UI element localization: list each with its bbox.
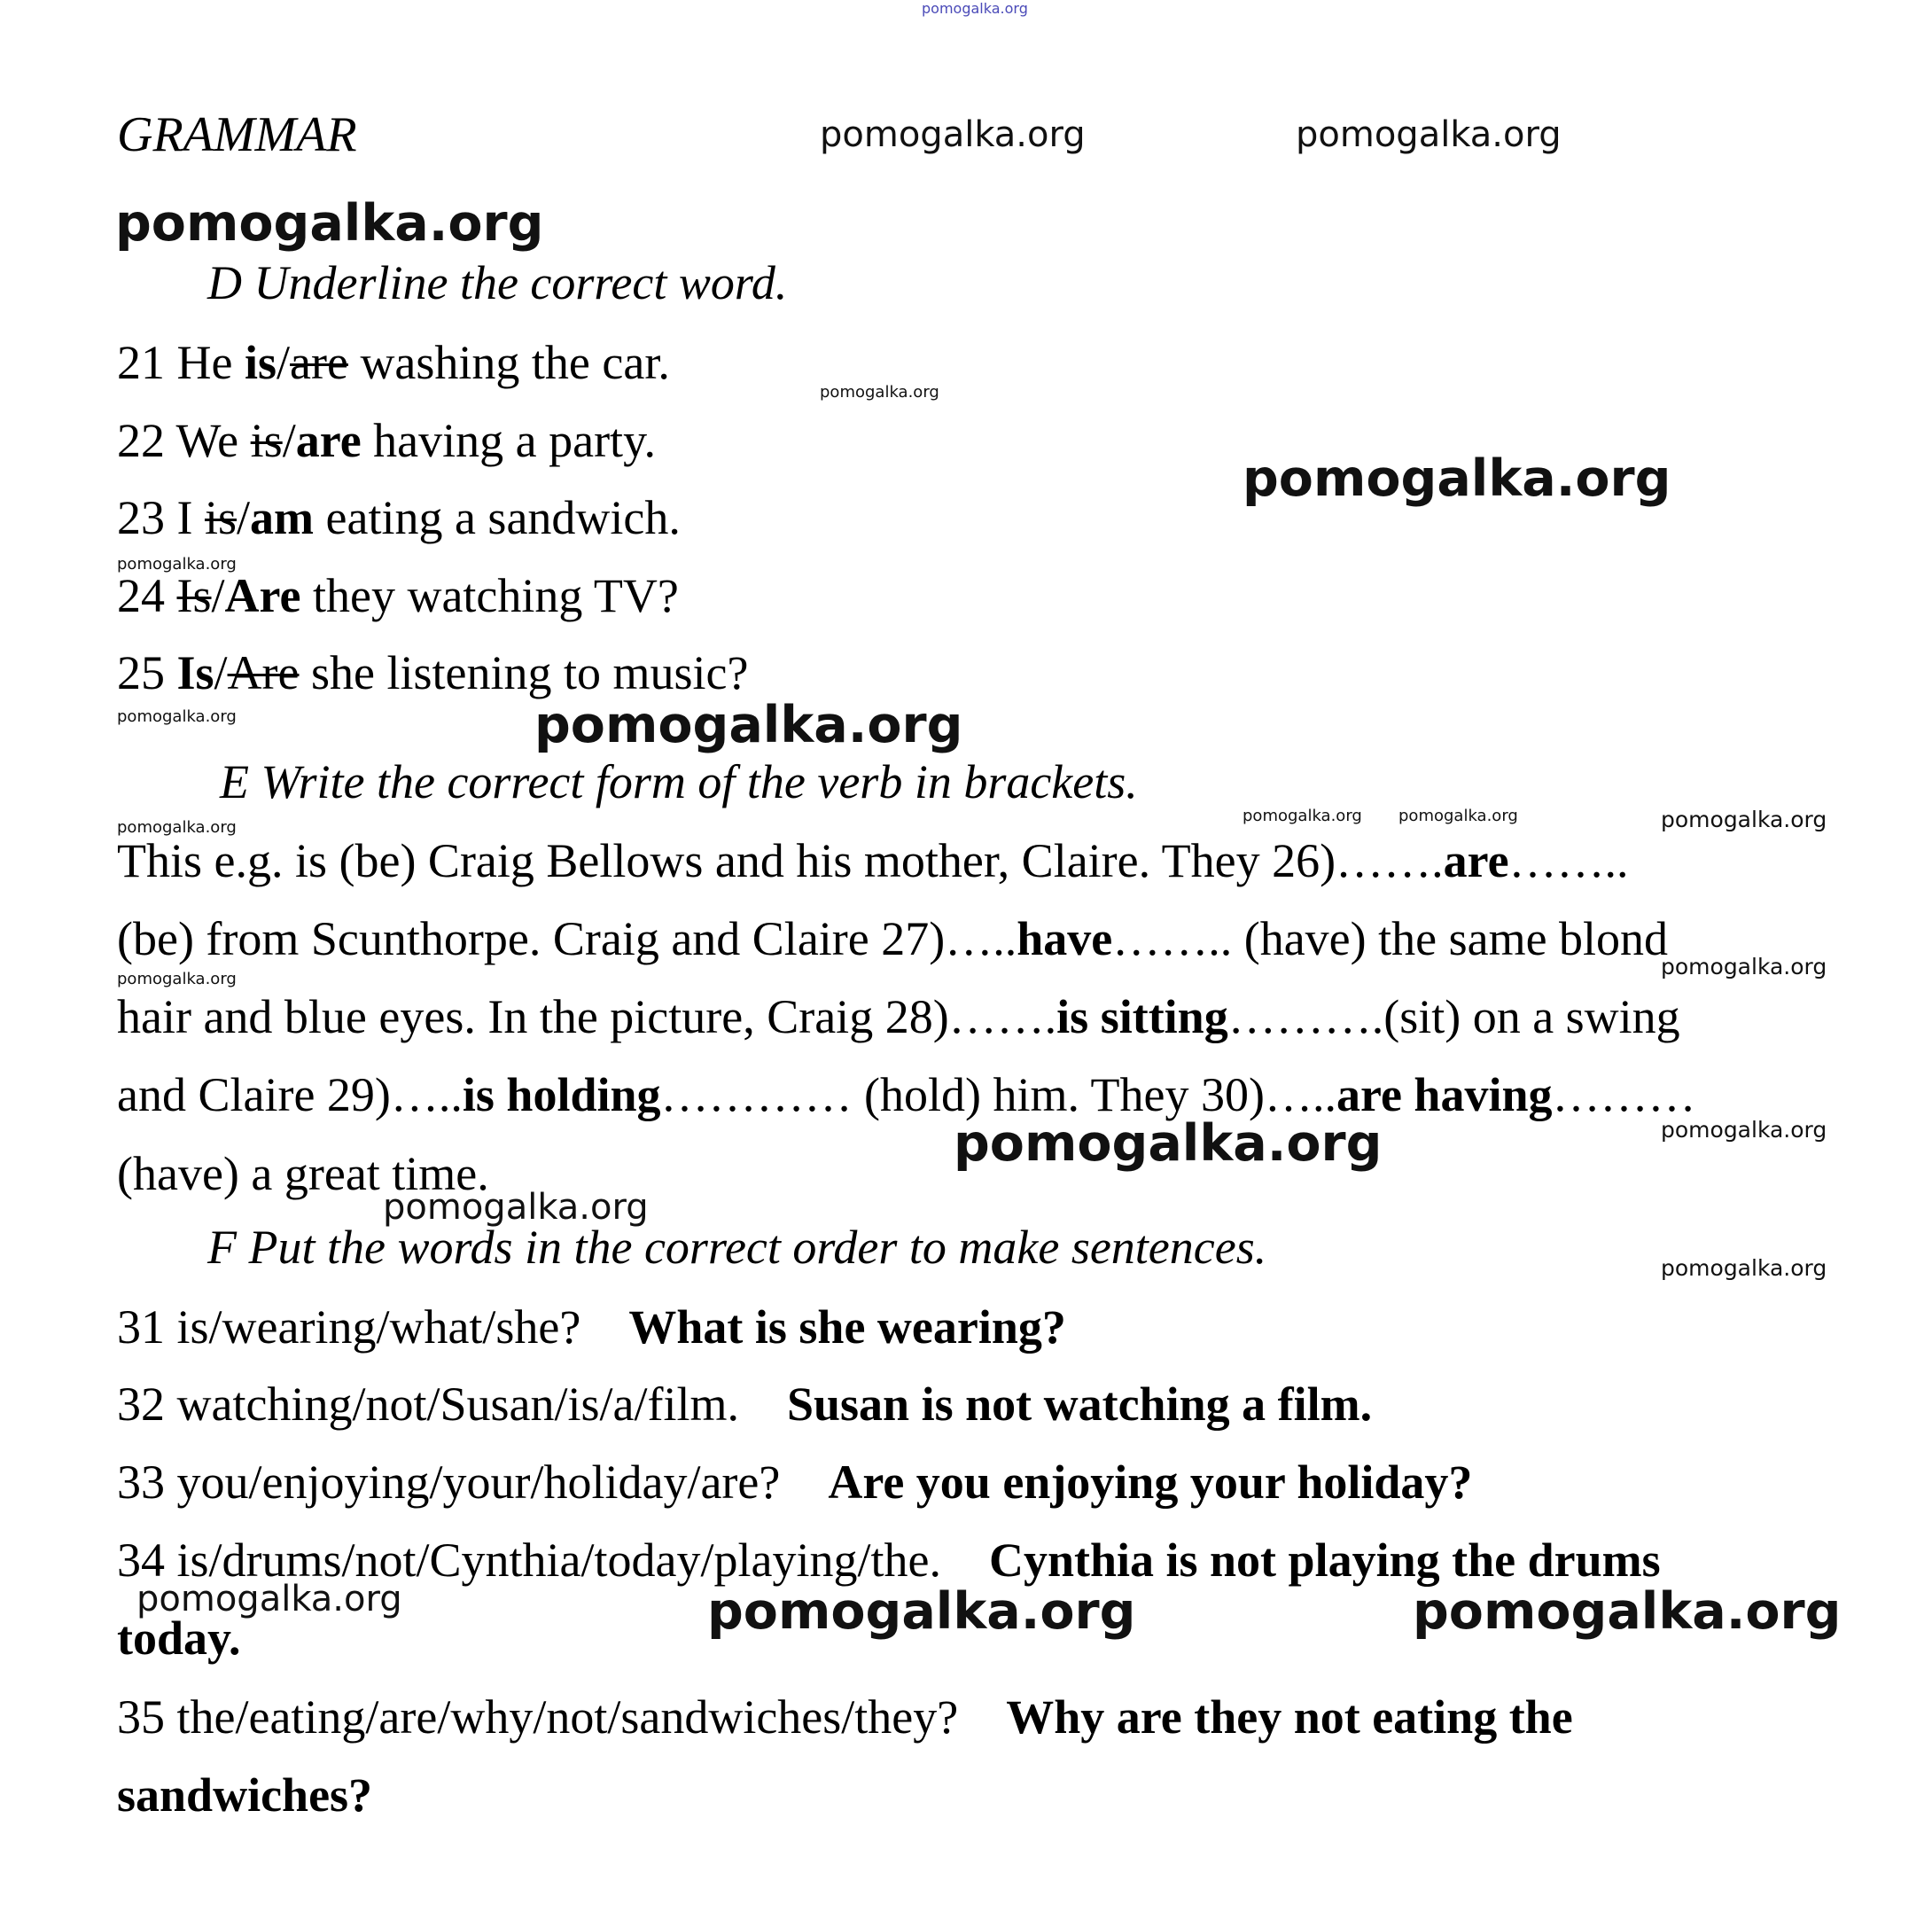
watermark: pomogalka.org — [1661, 807, 1827, 832]
section-e-heading: E Write the correct form of the verb in brackets. — [220, 755, 1138, 808]
scrambled-prompt: 34 is/drums/not/Cynthia/today/playing/the. — [117, 1534, 941, 1587]
watermark: pomogalka.org — [922, 0, 1028, 17]
paragraph-text: and Claire 29)….. — [117, 1068, 463, 1121]
item-number: 25 — [117, 646, 165, 699]
reorder-item — [117, 1534, 1661, 1587]
paragraph-text: hair and blue eyes. In the picture, Craig 28)……. — [117, 990, 1057, 1043]
watermark: pomogalka.org — [820, 383, 939, 402]
watermark: pomogalka.org — [117, 555, 237, 574]
item-rest: she listening to music? — [311, 646, 749, 699]
item-prefix: We — [175, 414, 239, 467]
paragraph-text: ……… — [1552, 1068, 1696, 1121]
exercise-item: 25 Is/Are she listening to music? — [117, 646, 749, 699]
paragraph-text: ………… (hold) him. They 30)….. — [660, 1068, 1336, 1121]
watermark: pomogalka.org — [707, 1582, 1136, 1641]
answer-sentence: Why are they not eating the — [1006, 1690, 1573, 1744]
answer-sentence: Susan is not watching a film. — [786, 1377, 1373, 1431]
reorder-item — [117, 1455, 1473, 1509]
chosen-word: am — [250, 491, 315, 544]
chosen-word: are — [295, 414, 362, 467]
paragraph-text: ……….(sit) on a swing — [1227, 990, 1680, 1043]
watermark: pomogalka.org — [115, 194, 544, 253]
answer-sentence-end: sandwiches? — [117, 1768, 373, 1822]
watermark: pomogalka.org — [1296, 114, 1562, 155]
chosen-word: is — [244, 336, 277, 389]
watermark: pomogalka.org — [954, 1114, 1383, 1173]
paragraph-text: …….. — [1508, 834, 1629, 887]
scrambled-prompt: 32 watching/not/Susan/is/a/film. — [117, 1377, 739, 1431]
chosen-word: Is — [176, 646, 214, 699]
exercise-item: 21 He is/are washing the car. — [117, 336, 670, 389]
item-rest: washing the car. — [360, 336, 670, 389]
scrambled-prompt: 31 is/wearing/what/she? — [117, 1300, 581, 1354]
page-title: GRAMMAR — [117, 107, 357, 162]
watermark: pomogalka.org — [117, 707, 237, 726]
answer-verb: is sitting — [1056, 990, 1228, 1043]
reorder-item — [117, 1377, 1373, 1431]
watermark: pomogalka.org — [1661, 1255, 1827, 1281]
answer-verb: are — [1443, 834, 1509, 887]
answer-sentence: Cynthia is not playing the drums — [988, 1534, 1661, 1587]
watermark: pomogalka.org — [117, 818, 237, 837]
watermark: pomogalka.org — [534, 696, 963, 754]
item-prefix: I — [176, 491, 193, 544]
crossed-word: is — [250, 414, 283, 467]
watermark: pomogalka.org — [1243, 449, 1671, 508]
watermark: pomogalka.org — [820, 114, 1086, 155]
watermark: pomogalka.org — [136, 1579, 402, 1619]
watermark: pomogalka.org — [1413, 1582, 1842, 1641]
watermark: pomogalka.org — [117, 970, 237, 988]
crossed-word: are — [290, 336, 348, 389]
paragraph-text: (have) a great time. — [117, 1147, 489, 1200]
answer-sentence-end: today. — [117, 1612, 241, 1665]
paragraph-text: (be) from Scunthorpe. Craig and Claire 27)….. — [117, 912, 1017, 965]
crossed-word: Are — [227, 646, 300, 699]
answer-verb: have — [1017, 912, 1113, 965]
answer-continuation — [117, 1612, 241, 1665]
paragraph-line — [117, 1068, 1696, 1121]
watermark: pomogalka.org — [1661, 1117, 1827, 1143]
crossed-word: is — [204, 491, 238, 544]
crossed-word: Is — [176, 569, 212, 622]
watermark: pomogalka.org — [1398, 807, 1518, 825]
item-rest: having a party. — [373, 414, 657, 467]
answer-sentence: Are you enjoying your holiday? — [828, 1455, 1473, 1509]
section-d-heading: D Underline the correct word. — [207, 256, 788, 309]
item-rest: they watching TV? — [312, 569, 679, 622]
scrambled-prompt: 33 you/enjoying/your/holiday/are? — [117, 1455, 781, 1509]
answer-continuation — [117, 1768, 373, 1822]
paragraph-line — [117, 912, 1669, 965]
answer-sentence: What is she wearing? — [628, 1300, 1066, 1354]
section-f-heading: F Put the words in the correct order to make sentences. — [207, 1221, 1267, 1274]
watermark: pomogalka.org — [1661, 954, 1827, 979]
exercise-item: 24 Is/Are they watching TV? — [117, 569, 679, 622]
chosen-word: Are — [224, 569, 301, 622]
paragraph-text: …….. (have) the same blond — [1112, 912, 1669, 965]
watermark: pomogalka.org — [383, 1187, 649, 1228]
item-rest: eating a sandwich. — [325, 491, 681, 544]
reorder-item — [117, 1690, 1573, 1744]
item-number: 22 — [117, 414, 165, 467]
exercise-item: 22 We is/are having a party. — [117, 414, 657, 467]
item-prefix: He — [176, 336, 233, 389]
answer-verb: is holding — [462, 1068, 661, 1121]
watermark: pomogalka.org — [1243, 807, 1362, 825]
item-number: 21 — [117, 336, 165, 389]
item-number: 23 — [117, 491, 165, 544]
paragraph-text: This e.g. is (be) Craig Bellows and his mother, Claire. They 26)……. — [117, 834, 1444, 887]
scrambled-prompt: 35 the/eating/are/why/not/sandwiches/they? — [117, 1690, 959, 1744]
reorder-item — [117, 1300, 1066, 1354]
item-number: 24 — [117, 569, 165, 622]
paragraph-line — [117, 990, 1680, 1043]
exercise-item: 23 I is/am eating a sandwich. — [117, 491, 681, 544]
paragraph-line — [117, 834, 1629, 887]
answer-verb: are having — [1336, 1068, 1553, 1121]
